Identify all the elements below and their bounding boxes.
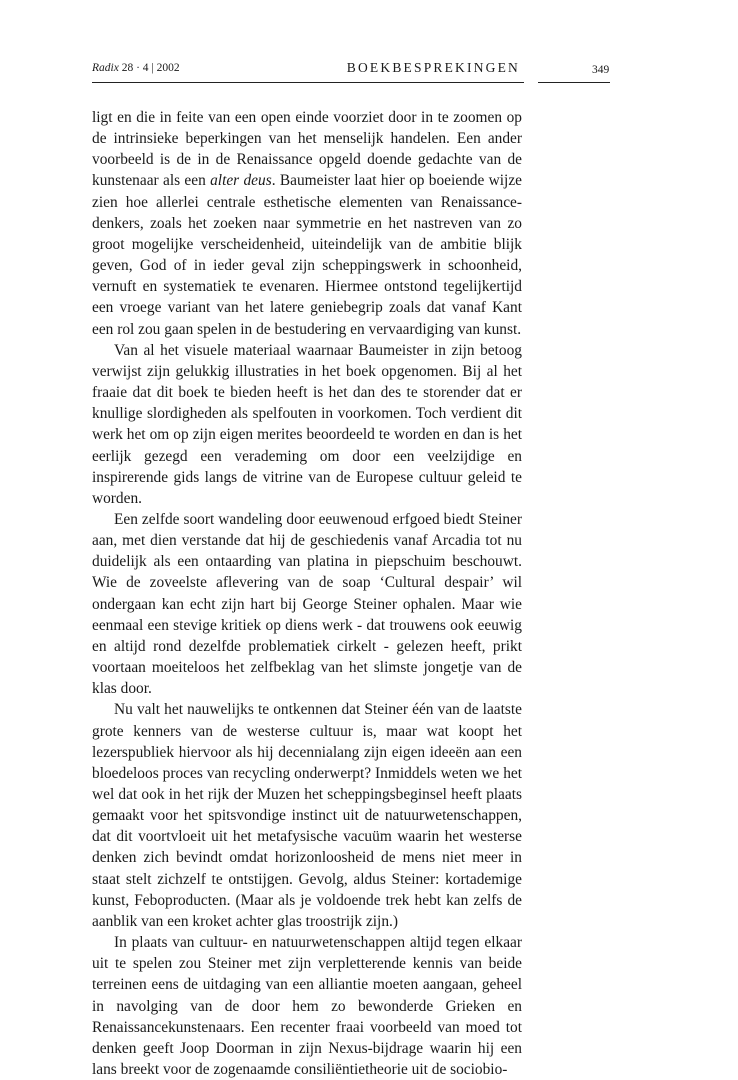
page-number: 349 [592,64,610,76]
paragraph: Van al het visuele materiaal waarnaar Baumeister in zijn betoog verwijst zijn gelukkig illustraties in het boek opgenomen. Bij al het fraaie dat dit boek te bieden heeft is het dan des te storender dat er knullige slordigheden als spelfouten in voorkomen. Toch verdient dit werk het om op zijn eigen merites beoordeeld te worden en dan is het eerlijk gezegd een verademing om door een veelzijdige en inspirerende gids langs de vitrine van de Europese cultuur geleid te worden. [92,341,522,507]
paragraph: Een zelfde soort wandeling door eeuwenoud erfgoed biedt Steiner aan, met dien verstande dat hij de geschiedenis vanaf Arcadia tot nu duidelijk als een ontaarding van platina in piepschuim beschouwt. Wie de zoveelste aflevering van de soap ‘Cultural despair’ wil ondergaan kan echt zijn hart bij George Steiner ophalen. Maar wie eenmaal een stevige kritiek op diens werk - dat trouwens ook eeuwig en altijd rond dezelfde problematiek cirkelt - gelezen heeft, prikt voortaan moeiteloos het zelfbeklag van het slimste jongetje van de klas door. [92,510,522,698]
italic-term: alter deus [210,172,272,190]
journal-name: Radix [92,62,119,74]
running-header [92,60,524,83]
paragraph: ligt en die in feite van een open einde voorziet door in te zoomen op de intrinsieke beperkingen van het menselijk handelen. Een ander voorbeeld is de in de Renaissance opgeld doende gedachte van de kunstenaar als een alter deus. Baumeister laat hier op boeiende wijze zien hoe allerlei centrale esthetische elementen van Renaissance-denkers, zoals het zoeken naar symmetrie en het nastreven van zo groot mogelijke verscheidenheid, uiteindelijk van de ambitie blijk geven, God of in ieder geval zijn scheppingswerk in schoonheid, vernuft en systematiek te evenaren. Hiermee ontstond tegelijkertijd een vroege variant van het latere geniebegrip zoals dat vanaf Kant een rol zou gaan spelen in de bestudering en vervaardiging van kunst. [92,109,522,338]
section-title: BOEKBESPREKINGEN [346,60,520,75]
journal-issue: 28 · 4 | 2002 [121,62,180,74]
journal-citation [92,62,180,74]
page-number-rule [538,82,610,83]
paragraph: Nu valt het nauwelijks te ontkennen dat Steiner één van de laatste grote kenners van de westerse cultuur is, maar wat koopt het lezerspubliek hiervoor als hij decennialang zijn eigen ideeën aan een bloedeloos proces van recycling onderwerpt? Inmiddels weten we het wel dat ook in het rijk der Muzen het scheppingsbeginsel heeft plaats gemaakt voor het spitsvondige instinct uit de natuurwetenschappen, dat dit voortvloeit uit het metafysische vacuüm waarin het westerse denken zich bevindt omdat horizonloosheid de mens niet meer in staat stelt zichzelf te ontstijgen. Gevolg, aldus Steiner: kortademige kunst, Feboproducten. (Maar als je voldoende trek hebt kan zelfs de aanblik van een kroket achter glas troostrijk zijn.) [92,701,522,930]
article-body [92,107,522,1080]
paragraph: In plaats van cultuur- en natuurwetenschappen altijd tegen elkaar uit te spelen zou Steiner met zijn verpletterende kennis van beide terreinen eens de uitdaging van een alliantie moeten aangaan, geheel in navolging van de door hem zo bewonderde Grieken en Renaissancekunstenaars. Een recenter fraai voorbeeld van moed tot denken geeft Joop Doorman in zijn Nexus-bijdrage waarin hij een lans breekt voor de zogenaamde consiliëntietheorie uit de sociobio- [92,934,522,1079]
